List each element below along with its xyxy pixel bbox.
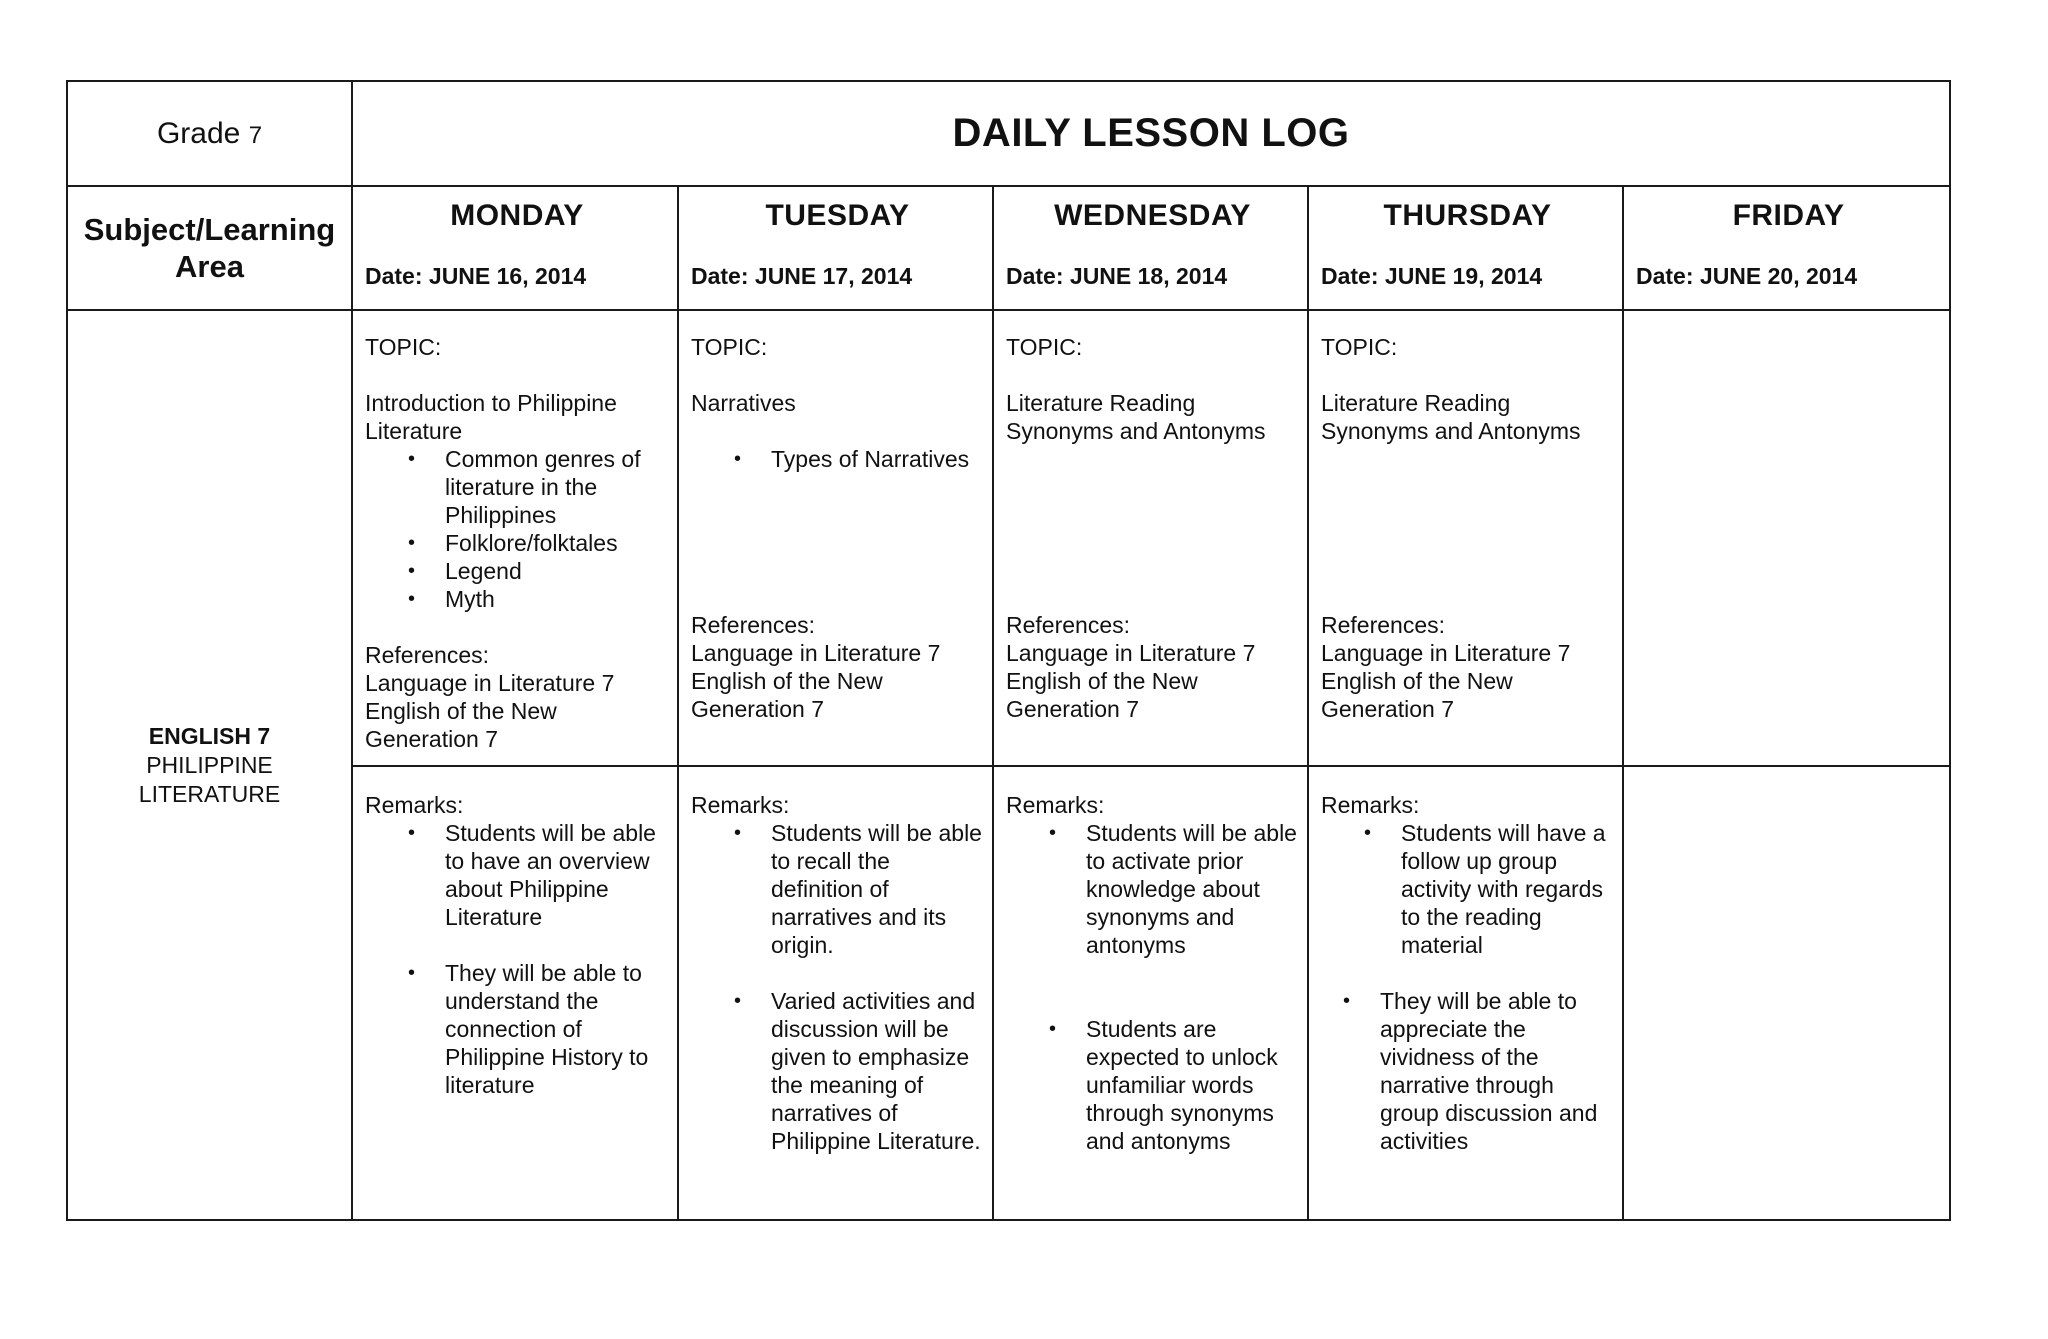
references-label: References:	[1006, 612, 1131, 638]
day-date: Date: JUNE 18, 2014	[1006, 263, 1228, 289]
list-item-text: Students will have a follow up group activity with regards to the reading material	[1401, 820, 1606, 958]
list-item	[408, 819, 671, 931]
topic-line: Narratives	[691, 390, 796, 416]
remarks-label: Remarks:	[1006, 792, 1105, 818]
subject-sub-line: LITERATURE	[138, 780, 281, 807]
list-item-text: Legend	[445, 558, 522, 584]
day-header-thursday	[1308, 186, 1623, 310]
list-item-text: They will be able to understand the connection of Philippine History to literature	[445, 960, 649, 1098]
topic-line: Literature Reading	[1321, 390, 1511, 416]
list-item	[408, 557, 671, 585]
list-item	[408, 529, 671, 557]
day-name: MONDAY	[450, 199, 584, 232]
reference-item: English of the New Generation 7	[1006, 668, 1198, 722]
references-block	[1006, 611, 1301, 723]
subject-name: ENGLISH 7	[148, 722, 271, 749]
list-item	[734, 445, 986, 473]
subject-sub-line: PHILIPPINE	[146, 751, 273, 778]
day-date: Date: JUNE 20, 2014	[1636, 263, 1858, 289]
list-item-text: Students will be able to activate prior knowledge about synonyms and antonyms	[1086, 820, 1297, 958]
reference-item: English of the New Generation 7	[1321, 668, 1513, 722]
remarks-bullet-list	[691, 819, 986, 1155]
remarks-cell-wednesday	[993, 766, 1308, 1220]
day-date: Date: JUNE 19, 2014	[1321, 263, 1543, 289]
remarks-bullet-list	[365, 819, 671, 1099]
list-item	[1049, 1015, 1301, 1155]
list-item	[734, 819, 986, 959]
reference-item: Language in Literature 7	[1321, 640, 1571, 666]
bullet-glyph: •	[408, 822, 416, 844]
bullet-glyph: •	[1364, 822, 1372, 844]
list-item-text: Students will be able to recall the definition of narratives and its origin.	[771, 820, 982, 958]
list-item	[408, 585, 671, 613]
topic-line: Synonyms and Antonyms	[1006, 418, 1266, 444]
list-item-text: Students are expected to unlock unfamiliar words through synonyms and antonyms	[1086, 1016, 1278, 1154]
subject-area-header	[67, 186, 352, 310]
reference-item: Language in Literature 7	[1006, 640, 1256, 666]
remarks-cell-tuesday	[678, 766, 993, 1220]
subject-area-label-line1: Subject/Learning	[83, 212, 336, 247]
day-name: FRIDAY	[1732, 199, 1845, 232]
list-item	[734, 987, 986, 1155]
topic-line: Introduction to Philippine	[365, 390, 617, 416]
list-item-text: They will be able to appreciate the vividness of the narrative through group discussion and activities	[1380, 988, 1598, 1154]
list-item	[1049, 819, 1301, 959]
bullet-glyph: •	[734, 448, 742, 470]
topic-cell-monday	[352, 310, 678, 766]
bullet-glyph: •	[408, 560, 416, 582]
topic-cell-friday	[1623, 310, 1950, 766]
remarks-label: Remarks:	[1321, 792, 1420, 818]
references-label: References:	[1321, 612, 1446, 638]
list-item-text: Folklore/folktales	[445, 530, 618, 556]
references-label: References:	[691, 612, 816, 638]
remarks-cell-monday	[352, 766, 678, 1220]
remarks-bullet-list	[1006, 819, 1301, 1155]
list-item	[408, 445, 671, 529]
day-name: THURSDAY	[1383, 199, 1552, 232]
bullet-glyph: •	[408, 532, 416, 554]
references-block	[1321, 611, 1616, 723]
topic-label: TOPIC:	[691, 334, 768, 360]
topic-bullet-list	[365, 445, 671, 613]
day-header-friday	[1623, 186, 1950, 310]
reference-item: Language in Literature 7	[365, 670, 615, 696]
grade-label: Grade	[156, 116, 241, 150]
remarks-label: Remarks:	[365, 792, 464, 818]
topic-cell-tuesday	[678, 310, 993, 766]
grade-number: 7	[248, 121, 263, 149]
reference-item: Language in Literature 7	[691, 640, 941, 666]
list-item-text: Common genres of literature in the Philippines	[445, 446, 641, 528]
topic-label: TOPIC:	[365, 334, 442, 360]
list-item-text: Students will be able to have an overview about Philippine Literature	[445, 820, 656, 930]
grade-cell	[67, 81, 352, 186]
day-header-wednesday	[993, 186, 1308, 310]
topic-label: TOPIC:	[1006, 334, 1083, 360]
topic-bullet-list	[691, 445, 986, 473]
topic-line: Synonyms and Antonyms	[1321, 418, 1581, 444]
list-item	[1364, 819, 1616, 959]
references-block	[691, 611, 986, 723]
page-title: DAILY LESSON LOG	[352, 81, 1950, 186]
reference-item: English of the New Generation 7	[365, 698, 557, 752]
bullet-glyph: •	[408, 448, 416, 470]
bullet-glyph: •	[1049, 1018, 1057, 1040]
topic-line: Literature Reading	[1006, 390, 1196, 416]
daily-lesson-log-table	[66, 80, 1951, 1221]
bullet-glyph: •	[734, 822, 742, 844]
day-header-monday	[352, 186, 678, 310]
bullet-glyph: •	[408, 962, 416, 984]
topic-cell-wednesday	[993, 310, 1308, 766]
day-date: Date: JUNE 16, 2014	[365, 263, 587, 289]
topic-label: TOPIC:	[1321, 334, 1398, 360]
remarks-cell-thursday	[1308, 766, 1623, 1220]
day-name: WEDNESDAY	[1054, 199, 1251, 232]
list-item-text: Myth	[445, 586, 495, 612]
list-item-text: Varied activities and discussion will be given to emphasize the meaning of narratives of Philippine Literature.	[771, 988, 981, 1154]
day-date: Date: JUNE 17, 2014	[691, 263, 913, 289]
day-header-tuesday	[678, 186, 993, 310]
subject-area-label-line2: Area	[175, 249, 244, 284]
remarks-cell-friday	[1623, 766, 1950, 1220]
topic-line: Literature	[365, 418, 463, 444]
bullet-glyph: •	[1049, 822, 1057, 844]
day-name: TUESDAY	[765, 199, 910, 232]
list-item	[408, 959, 671, 1099]
list-item	[1343, 987, 1616, 1155]
list-item-text: Types of Narratives	[771, 446, 970, 472]
references-label: References:	[365, 642, 490, 668]
bullet-glyph: •	[734, 990, 742, 1012]
topic-cell-thursday	[1308, 310, 1623, 766]
reference-item: English of the New Generation 7	[691, 668, 883, 722]
bullet-glyph: •	[408, 588, 416, 610]
remarks-bullet-list	[1321, 819, 1616, 1155]
bullet-glyph: •	[1343, 990, 1351, 1012]
remarks-label: Remarks:	[691, 792, 790, 818]
subject-cell	[67, 310, 352, 1220]
